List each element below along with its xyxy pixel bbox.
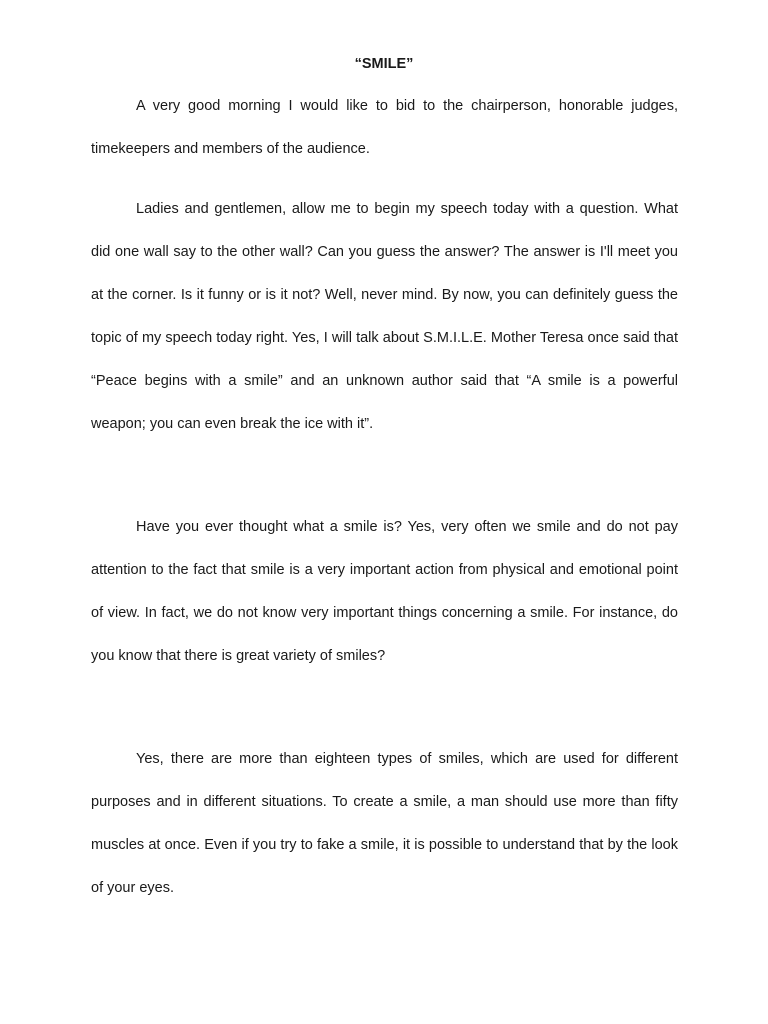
- paragraph-types-of-smiles: Yes, there are more than eighteen types of smiles, which are used for different purposes and in different situations. To create a smile, a man should use more than fifty muscles at once. Even if you try to fake a smile, it is possible to understand that by the look of your eyes.: [91, 751, 678, 896]
- paragraph-greeting: A very good morning I would like to bid to the chairperson, honorable judges, timekeepers and members of the audience.: [91, 98, 678, 157]
- document-title: “SMILE”: [354, 56, 414, 72]
- paragraph-what-is-a-smile: Have you ever thought what a smile is? Yes, very often we smile and do not pay attention to the fact that smile is a very important action from physical and emotional point of view. In fact, we do not know very important things concerning a smile. For instance, do you know that there is great variety of smiles?: [91, 519, 678, 664]
- paragraph-introduction: Ladies and gentlemen, allow me to begin my speech today with a question. What did one wall say to the other wall? Can you guess the answer? The answer is I'll meet you at the corner. Is it funny or is it not? Well, never mind. By now, you can definitely guess the topic of my speech today right. Yes, I will talk about S.M.I.L.E. Mother Teresa once said that “Peace begins with a smile” and an unknown author said that “A smile is a powerful weapon; you can even break the ice with it”.: [91, 201, 678, 432]
